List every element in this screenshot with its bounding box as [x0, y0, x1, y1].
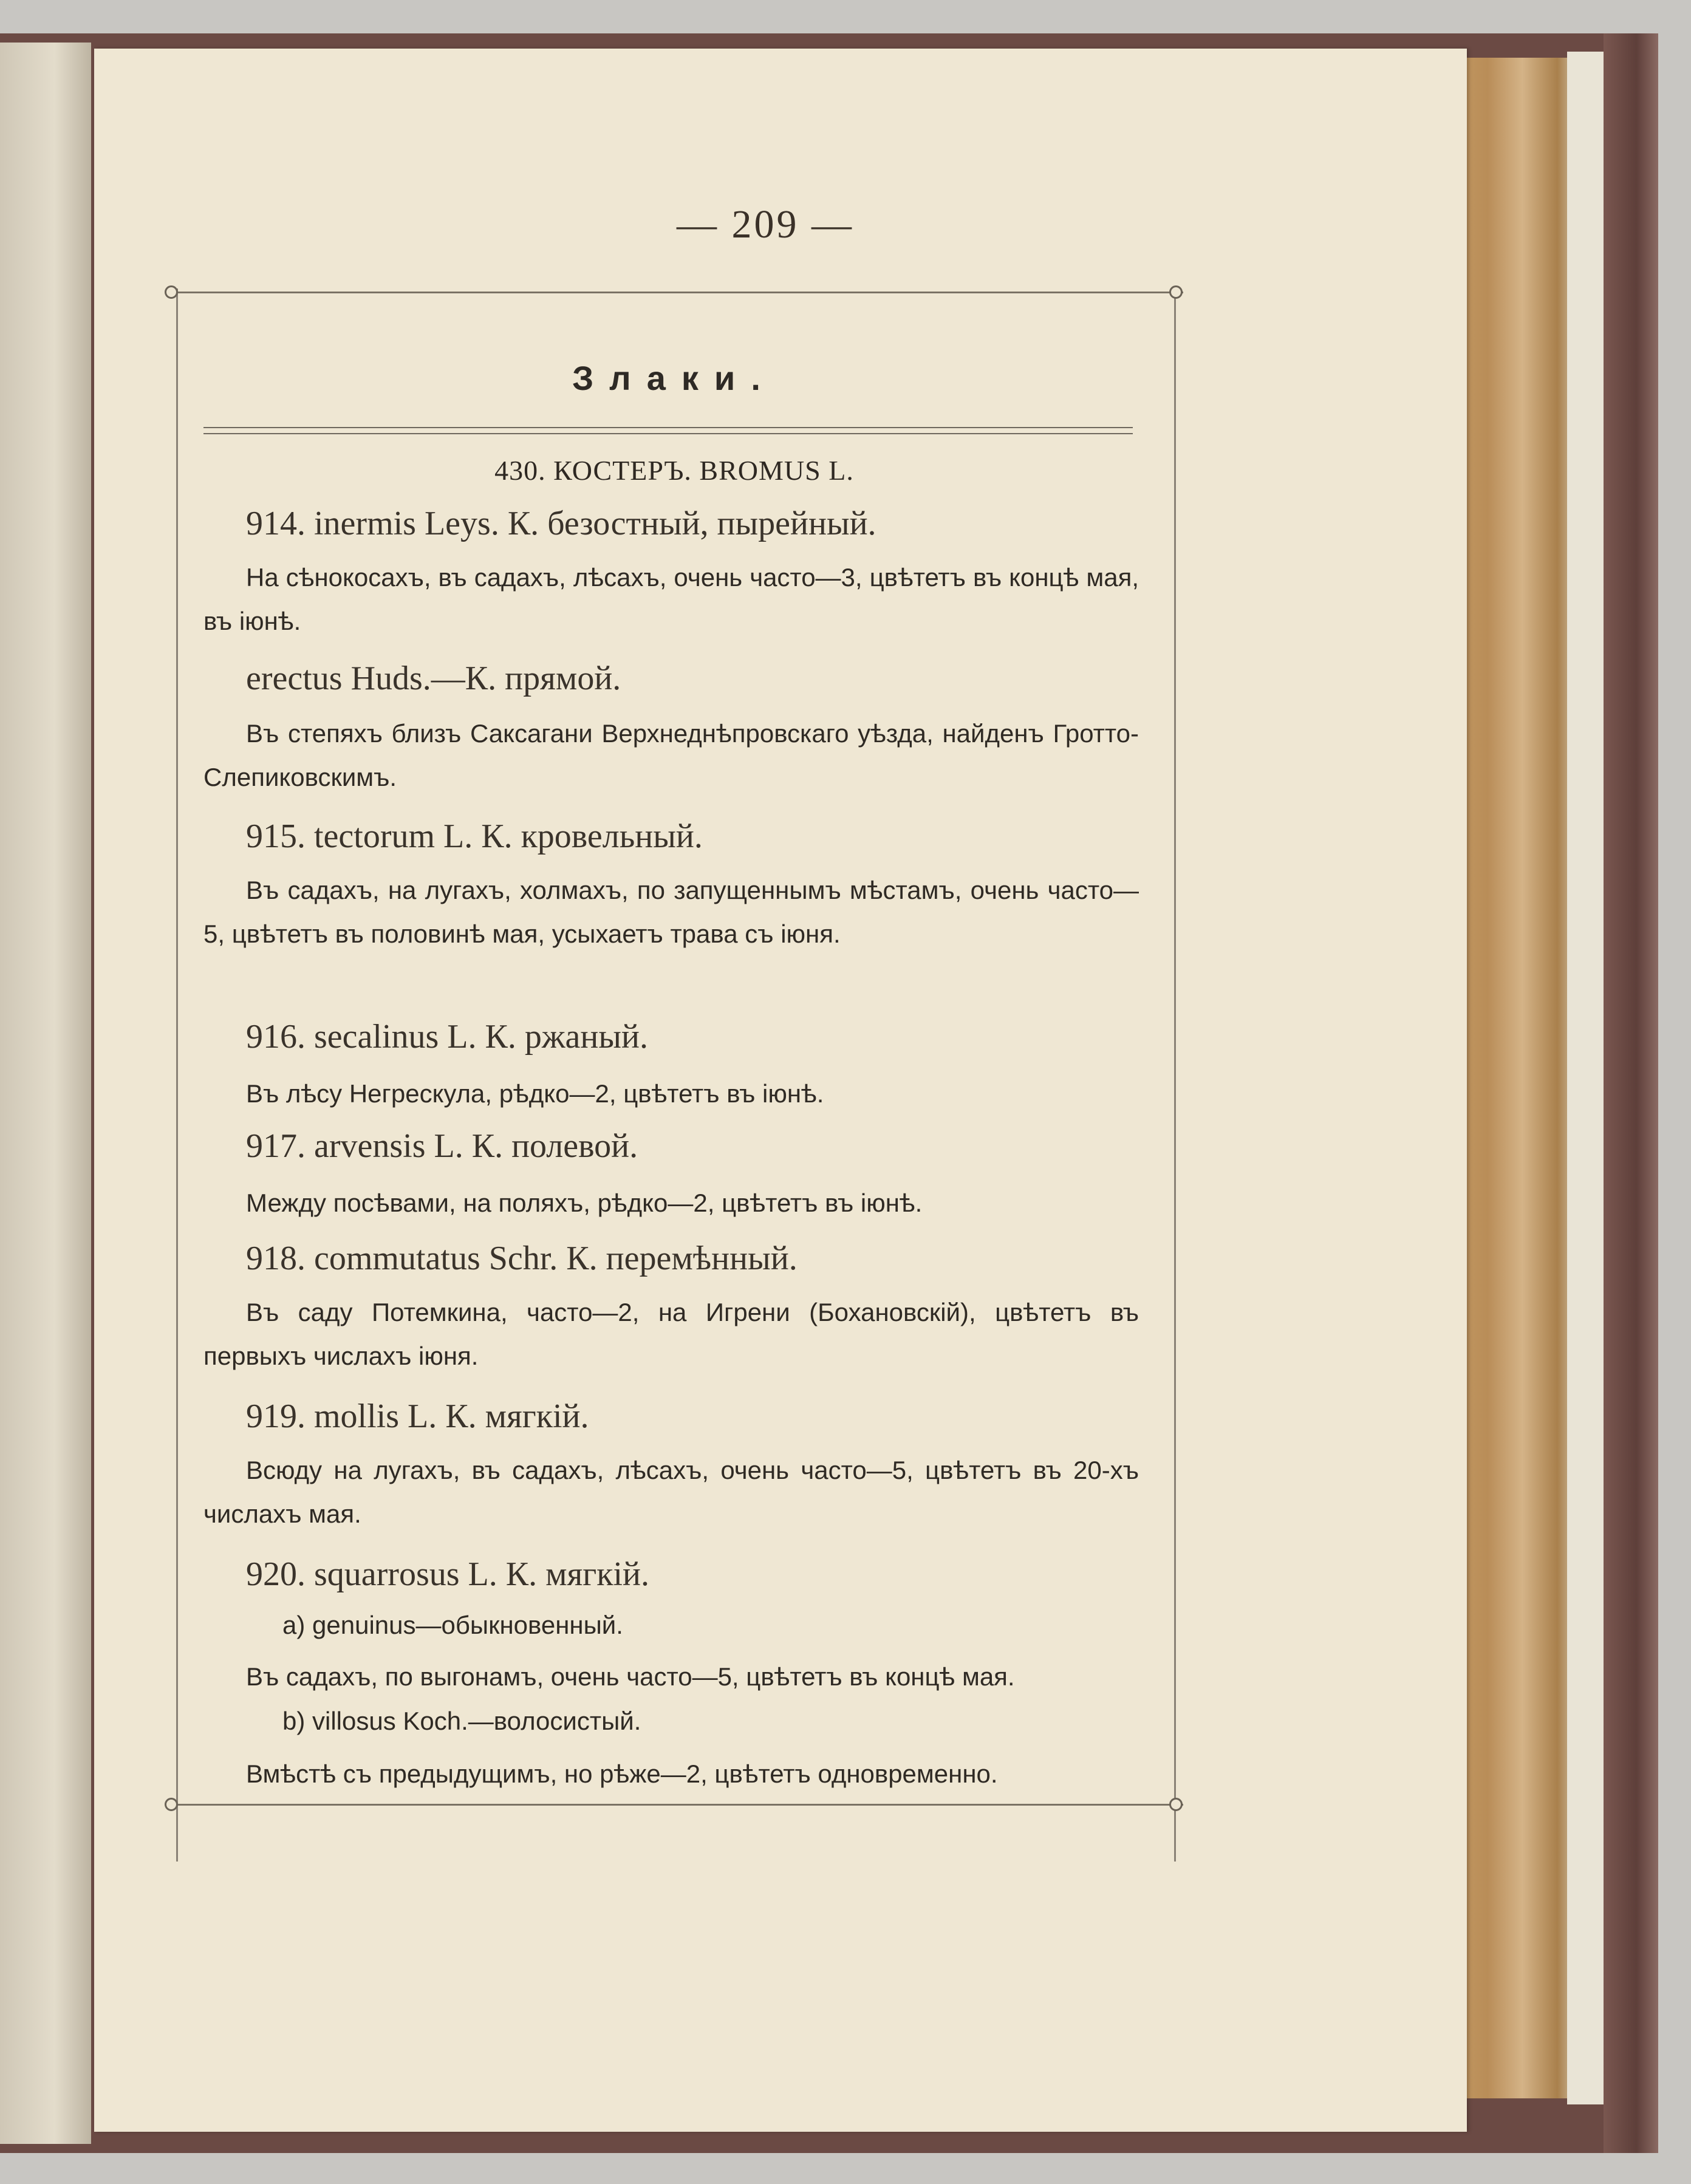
title-double-rule	[203, 427, 1133, 434]
species-description: Всюду на лугахъ, въ садахъ, лѣсахъ, очень часто—5, цвѣтетъ въ 20-хъ числахъ мая.	[203, 1456, 1139, 1528]
genus-heading: 430. КОСТЕРЪ. BROMUS L.	[494, 455, 854, 486]
species-name: 915. tectorum L. К. кровельный.	[246, 817, 703, 855]
species-name: 919. mollis L. К. мягкій.	[246, 1397, 589, 1435]
page-stack-edge-light	[1567, 52, 1604, 2104]
frame-ornament-icon	[1169, 1798, 1183, 1811]
subvariety-description: Въ садахъ, по выгонамъ, очень часто—5, цвѣтетъ въ концѣ мая.	[246, 1662, 1015, 1691]
book-cover-edge	[1604, 33, 1658, 2153]
subvariety-label: a) genuinus—обыкновенный.	[282, 1611, 623, 1639]
subvariety-description: Вмѣстѣ съ предыдущимъ, но рѣже—2, цвѣтетъ одновременно.	[246, 1759, 998, 1788]
species-name: 916. secalinus L. К. ржаный.	[246, 1018, 648, 1056]
species-description: Въ лѣсу Негрескула, рѣдко—2, цвѣтетъ въ іюнѣ.	[246, 1079, 824, 1108]
species-description: Въ степяхъ близъ Саксагани Верхнеднѣпровскаго уѣзда, найденъ Гротто-Слепиковскимъ.	[203, 719, 1139, 791]
book-page	[94, 49, 1467, 2132]
species-name: erectus Huds.—К. прямой.	[246, 660, 621, 697]
frame-top-rule	[166, 292, 1183, 293]
species-description: Въ садахъ, на лугахъ, холмахъ, по запущеннымъ мѣстамъ, очень часто—5, цвѣтетъ въ половинѣ мая, усыхаетъ трава съ іюня.	[203, 876, 1139, 948]
frame-ornament-icon	[165, 285, 178, 299]
species-name: 920. squarrosus L. К. мягкій.	[246, 1555, 649, 1593]
frame-ornament-icon	[1169, 285, 1183, 299]
frame-bottom-rule	[166, 1804, 1183, 1806]
page-number: — 209 —	[677, 202, 854, 247]
left-page-edge	[0, 43, 91, 2144]
subvariety-label: b) villosus Koch.—волосистый.	[282, 1707, 641, 1735]
section-title: Злаки.	[572, 359, 776, 397]
frame-ornament-icon	[165, 1798, 178, 1811]
species-description: На сѣнокосахъ, въ садахъ, лѣсахъ, очень часто—3, цвѣтетъ въ концѣ мая, въ іюнѣ.	[203, 563, 1139, 635]
species-description: Между посѣвами, на поляхъ, рѣдко—2, цвѣтетъ въ іюнѣ.	[246, 1189, 923, 1217]
species-description: Въ саду Потемкина, часто—2, на Игрени (Бохановскій), цвѣтетъ въ первыхъ числахъ іюня.	[203, 1298, 1139, 1370]
species-name: 918. commutatus Schr. К. перемѣнный.	[246, 1240, 798, 1277]
species-name: 914. inermis Leys. К. безостный, пырейный.	[246, 505, 876, 542]
species-name: 917. arvensis L. К. полевой.	[246, 1127, 638, 1165]
